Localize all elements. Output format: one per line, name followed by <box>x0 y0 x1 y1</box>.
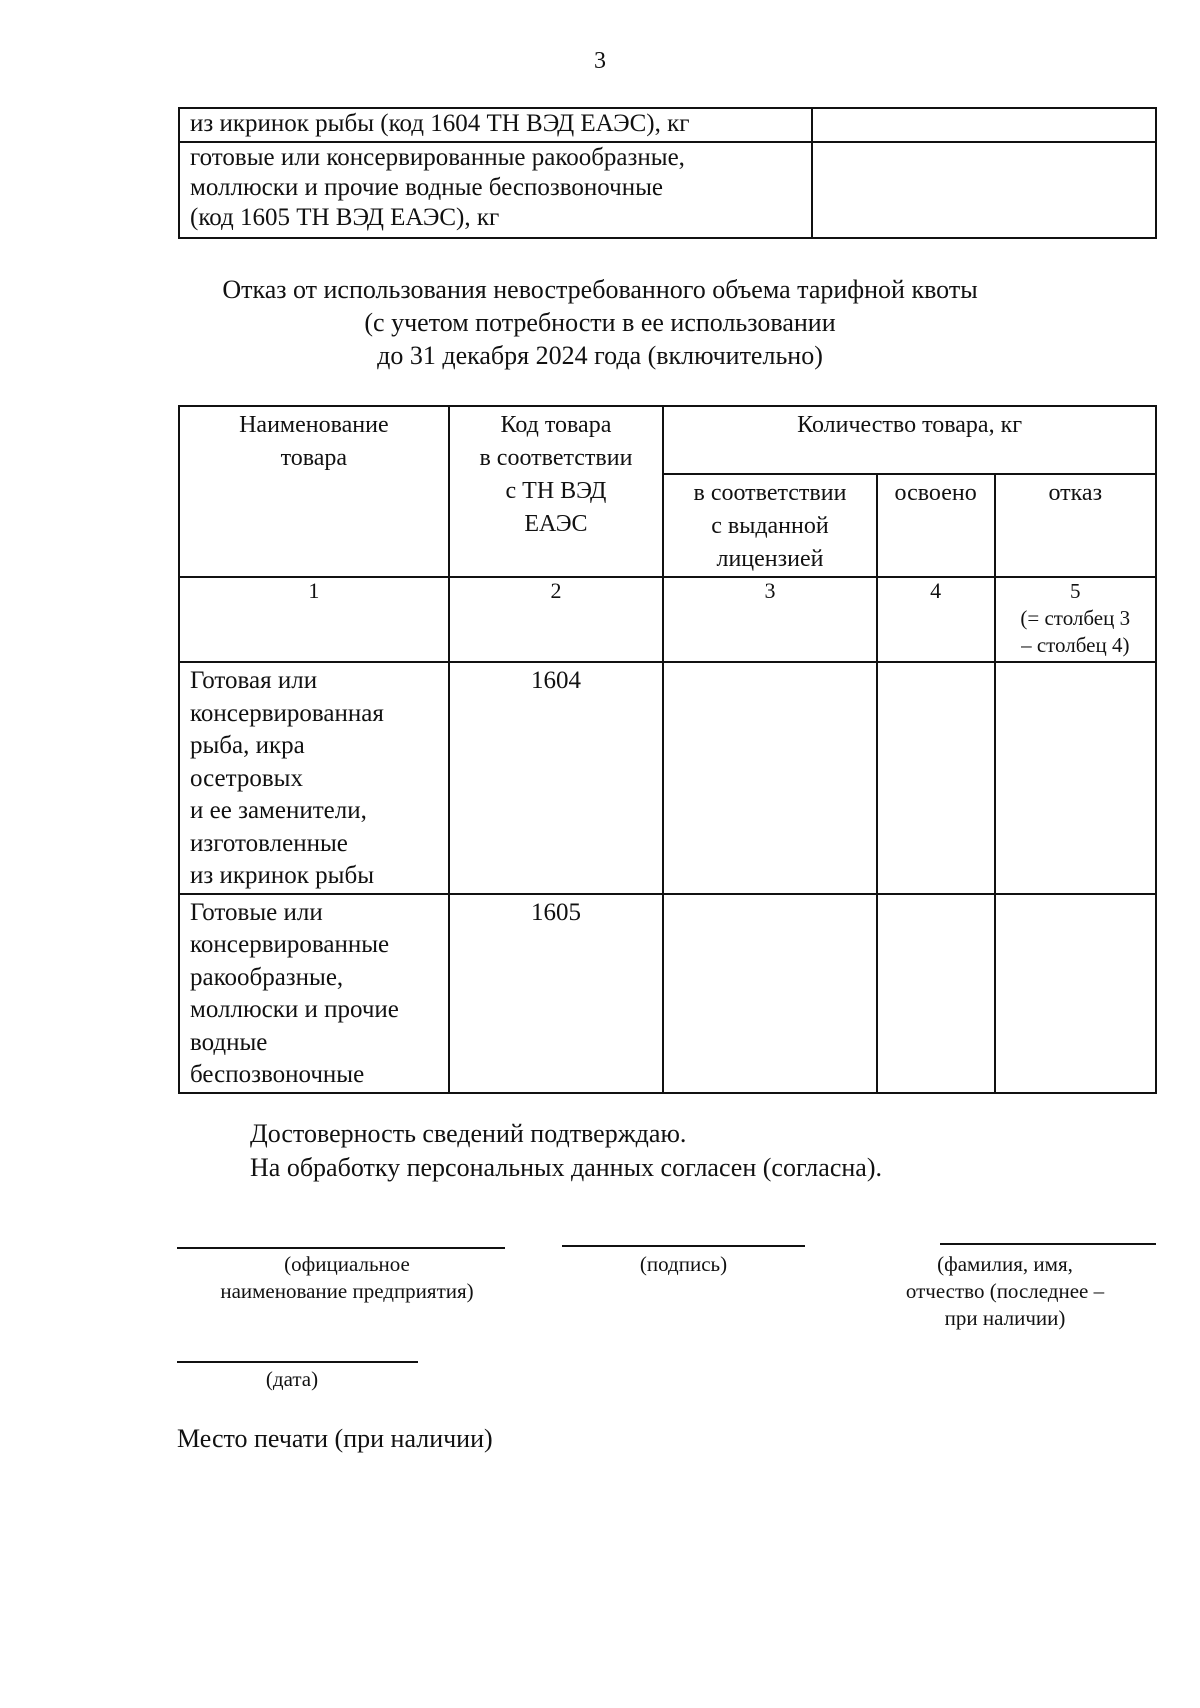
heading-line: (с учетом потребности в ее использовании <box>364 308 836 337</box>
confirmation-line: На обработку персональных данных согласен (согласна). <box>250 1153 882 1182</box>
refused-cell <box>995 894 1156 1093</box>
fullname-line <box>940 1243 1156 1245</box>
column-number: 1 <box>179 577 449 662</box>
page-number: 3 <box>594 48 606 74</box>
header-line: товара <box>280 445 348 471</box>
column-note-line: (= столбец 3 <box>1020 606 1131 630</box>
header-line: лицензией <box>716 546 824 572</box>
name-line: и ее заменители, <box>190 797 367 824</box>
confirmation-line: Достоверность сведений подтверждаю. <box>250 1119 687 1148</box>
column-note-line: – столбец 4) <box>1021 633 1130 657</box>
name-line: консервированная <box>190 699 384 727</box>
table-row <box>179 108 1156 142</box>
used-cell <box>877 894 995 1093</box>
name-line: Готовые или <box>190 898 323 926</box>
name-line: водные <box>190 1028 268 1056</box>
licensed-cell <box>663 894 877 1093</box>
header-name <box>179 406 449 577</box>
caption-line: наименование предприятия) <box>220 1279 474 1303</box>
top-table <box>178 107 1157 239</box>
product-code: 1605 <box>449 894 664 1093</box>
table-row <box>179 894 1156 1093</box>
heading-line: до 31 декабря 2024 года (включительно) <box>377 341 823 370</box>
licensed-cell <box>663 662 877 894</box>
row-value <box>812 108 1156 142</box>
heading-line: Отказ от использования невостребованного объема тарифной квоты <box>222 275 978 304</box>
caption-line: (официальное <box>284 1252 410 1276</box>
product-name <box>179 662 449 894</box>
name-line: консервированные <box>190 931 390 958</box>
caption-line: отчество (последнее – <box>905 1279 1105 1303</box>
label-line: (код 1605 ТН ВЭД ЕАЭС), кг <box>190 204 500 231</box>
name-line: моллюски и прочие <box>190 996 399 1023</box>
row-value <box>812 142 1156 238</box>
header-row <box>179 406 1156 474</box>
product-name <box>179 894 449 1093</box>
column-number: 2 <box>449 577 664 662</box>
column-number: 3 <box>663 577 877 662</box>
header-licensed <box>663 474 877 577</box>
column-number-row <box>179 577 1156 662</box>
header-line: в соответствии <box>479 445 633 471</box>
organization-caption <box>177 1251 517 1305</box>
column-number: 5 <box>1070 579 1081 603</box>
confirmation-text <box>250 1117 882 1185</box>
header-refused: отказ <box>995 474 1156 577</box>
fullname-caption <box>870 1251 1140 1332</box>
product-code: 1604 <box>449 662 664 894</box>
name-line: рыба, икра <box>190 732 305 759</box>
name-line: изготовленные <box>190 829 348 857</box>
label-line: готовые или консервированные ракообразные, <box>190 144 685 171</box>
header-used: освоено <box>877 474 995 577</box>
signature-line <box>562 1245 805 1247</box>
signature-caption: (подпись) <box>639 1252 728 1276</box>
header-code <box>449 406 664 577</box>
header-quantity: Количество товара, кг <box>663 406 1156 474</box>
caption-line: (фамилия, имя, <box>937 1252 1073 1276</box>
column-number: 4 <box>877 577 995 662</box>
name-line: ракообразные, <box>190 963 344 991</box>
name-line: осетровых <box>190 764 303 792</box>
name-line: Готовая или <box>190 667 318 694</box>
name-line: из икринок рыбы <box>190 862 374 889</box>
row-label <box>179 142 812 238</box>
label-line: моллюски и прочие водные беспозвоночные <box>190 174 663 201</box>
header-line: Код товара <box>500 412 612 438</box>
organization-line <box>177 1247 505 1249</box>
column-number-5 <box>995 577 1156 662</box>
header-line: в соответствии <box>693 480 847 506</box>
stamp-place: Место печати (при наличии) <box>177 1424 493 1453</box>
header-line: ЕАЭС <box>524 511 588 537</box>
header-line: с ТН ВЭД <box>505 478 607 504</box>
header-line: с выданной <box>711 513 829 539</box>
section-heading <box>0 273 1200 372</box>
used-cell <box>877 662 995 894</box>
header-line: Наименование <box>239 412 389 438</box>
row-label: из икринок рыбы (код 1604 ТН ВЭД ЕАЭС), кг <box>179 108 812 142</box>
table-row <box>179 662 1156 894</box>
name-line: беспозвоночные <box>190 1061 365 1088</box>
quota-table <box>178 405 1157 1094</box>
date-caption: (дата) <box>265 1367 319 1391</box>
caption-line: при наличии) <box>944 1306 1066 1330</box>
refused-cell <box>995 662 1156 894</box>
date-line <box>177 1361 418 1363</box>
table-row <box>179 142 1156 238</box>
